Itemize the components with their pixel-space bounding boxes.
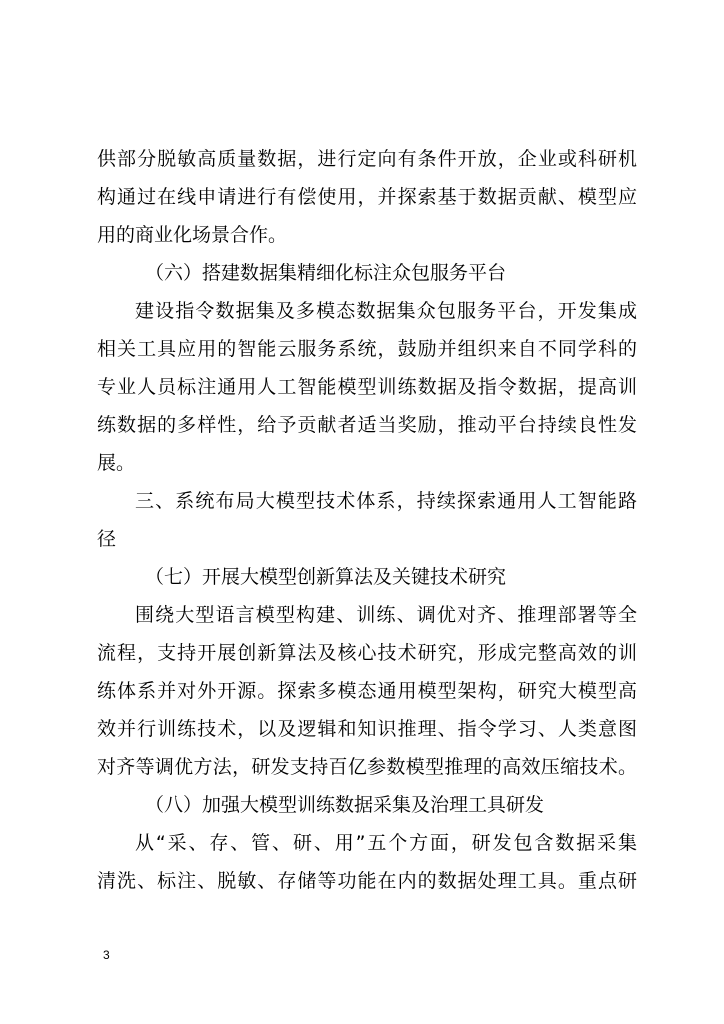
document-body bbox=[97, 140, 637, 900]
paragraph-line: 流程，支持开展创新算法及核心技术研究，形成完整高效的训 bbox=[97, 642, 637, 664]
section-heading-6: （六）搭建数据集精细化标注众包服务平台 bbox=[145, 262, 507, 284]
paragraph-line: 构通过在线申请进行有偿使用，并探索基于数据贡献、模型应 bbox=[97, 186, 637, 208]
chapter-heading-3-continuation: 径 bbox=[97, 528, 117, 550]
paragraph-line: 建设指令数据集及多模态数据集众包服务平台，开发集成 bbox=[135, 300, 637, 322]
page-number: 3 bbox=[103, 948, 110, 962]
paragraph-line: 相关工具应用的智能云服务系统，鼓励并组织来自不同学科的 bbox=[97, 338, 637, 360]
paragraph-line: 对齐等调优方法，研发支持百亿参数模型推理的高效压缩技术。 bbox=[97, 756, 637, 778]
paragraph-line: 练数据的多样性，给予贡献者适当奖励，推动平台持续良性发 bbox=[97, 414, 637, 436]
paragraph-line: 供部分脱敏高质量数据，进行定向有条件开放，企业或科研机 bbox=[97, 148, 637, 170]
paragraph-line: 清洗、标注、脱敏、存储等功能在内的数据处理工具。重点研 bbox=[97, 870, 637, 892]
section-heading-7: （七）开展大模型创新算法及关键技术研究 bbox=[145, 566, 507, 588]
chapter-heading-3: 三、系统布局大模型技术体系，持续探索通用人工智能路 bbox=[135, 490, 637, 512]
paragraph-line: 练体系并对外开源。探索多模态通用模型架构，研究大模型高 bbox=[97, 680, 637, 702]
paragraph-line: 展。 bbox=[97, 452, 136, 474]
paragraph-line: 用的商业化场景合作。 bbox=[97, 224, 288, 246]
paragraph-line: 效并行训练技术，以及逻辑和知识推理、指令学习、人类意图 bbox=[97, 718, 637, 740]
paragraph-line: 从“采、存、管、研、用”五个方面，研发包含数据采集 bbox=[135, 832, 637, 854]
paragraph-line: 围绕大型语言模型构建、训练、调优对齐、推理部署等全 bbox=[135, 604, 637, 626]
section-heading-8: （八）加强大模型训练数据采集及治理工具研发 bbox=[145, 794, 545, 816]
paragraph-line: 专业人员标注通用人工智能模型训练数据及指令数据，提高训 bbox=[97, 376, 637, 398]
